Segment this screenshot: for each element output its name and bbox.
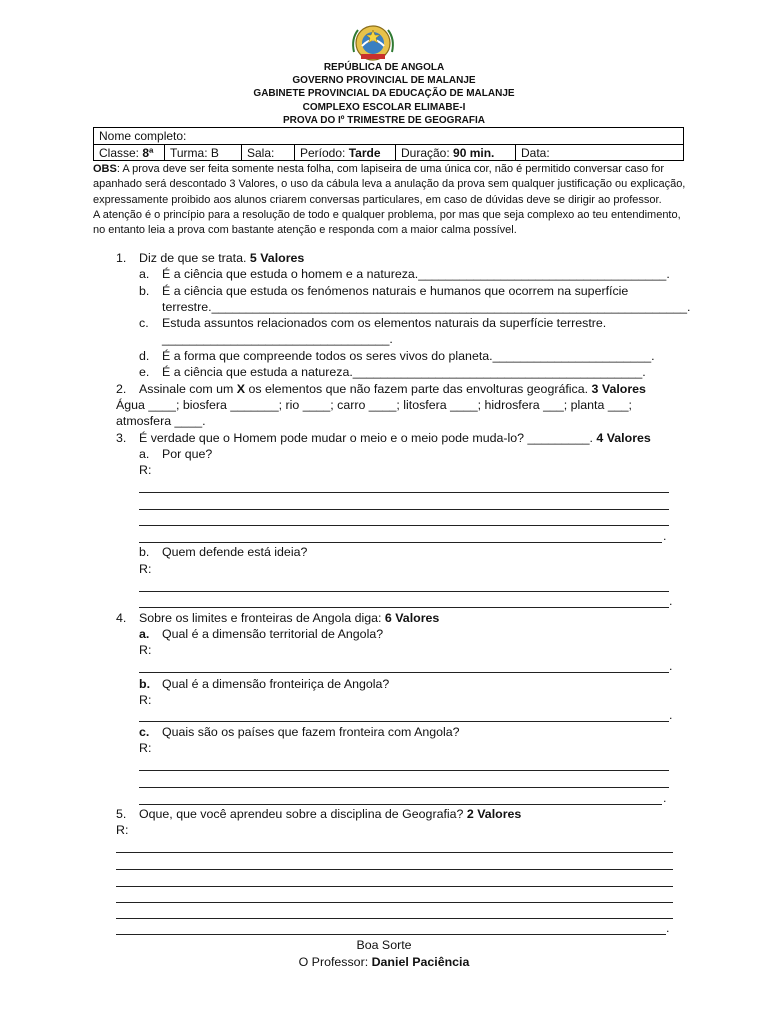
q1-text: Diz de que se trata. 5 Valores <box>139 251 305 265</box>
attention-paragraph: A atenção é o princípio para a resolução de todo e qualquer problema, por mas que seja complexo ao teu entendimento, no entanto leia a prova com bastante atenção e responda com a maior calma possível. <box>93 208 681 237</box>
q1a-label: a. <box>139 267 150 281</box>
answer-line[interactable] <box>139 492 669 493</box>
header-school: COMPLEXO ESCOLAR ELIMABE-I <box>302 101 466 113</box>
q5-number: 5. <box>116 807 127 821</box>
period-cell: Período: Tarde <box>295 145 396 161</box>
q1b-text: É a ciência que estuda os fenómenos naturais e humanos que ocorrem na superfície <box>162 284 629 298</box>
q4-number: 4. <box>116 611 127 625</box>
line-end-dot: . <box>663 791 667 805</box>
answer-line[interactable] <box>139 787 669 788</box>
q3-points: 4 Valores <box>596 431 651 445</box>
answer-line[interactable] <box>139 607 669 608</box>
answer-line[interactable] <box>139 525 669 526</box>
obs-paragraph: OBS: A prova deve ser feita somente nesta folha, com lapiseira de uma única cor, não é permitido conversar caso for apanhado será descontado 3 Valores, o uso da cábula leva a anulação da prova sem qualquer justificação ou explicação, expressamente proibido aos alunos criarem conversas particulares, em caso de dúvidas deve se dirigir ao professor. <box>93 163 686 206</box>
answer-line[interactable] <box>116 869 673 870</box>
q4-points: 6 Valores <box>384 611 440 625</box>
q2-number: 2. <box>116 382 127 396</box>
q4a-label: a. <box>139 627 150 641</box>
q1e-text[interactable]: É a ciência que estuda a natureza.__________________________________________. <box>162 365 646 379</box>
name-row <box>94 128 683 145</box>
q4b-r: R: <box>139 693 152 707</box>
q5-points: 2 Valores <box>466 807 522 821</box>
q1c-answer[interactable]: _________________________________. <box>162 332 393 346</box>
header-country: REPÚBLICA DE ANGOLA <box>323 62 445 73</box>
answer-line[interactable] <box>139 721 669 722</box>
q1c-text: Estuda assuntos relacionados com os elementos naturais da superfície terrestre. <box>162 316 607 330</box>
header-exam-title: PROVA DO Iº TRIMESTRE DE GEOGRAFIA <box>283 114 485 126</box>
name-field[interactable]: Nome completo: <box>99 129 187 143</box>
q4c-r: R: <box>139 741 152 755</box>
q4b-text: Qual é a dimensão fronteiriça de Angola? <box>162 677 390 691</box>
q1b-label: b. <box>139 284 150 298</box>
q4c-text: Quais são os países que fazem fronteira com Angola? <box>162 725 460 739</box>
q1b-answer[interactable]: terrestre._____________________________________________________________________. <box>162 300 691 314</box>
q4a-r: R: <box>139 643 152 657</box>
q2-points: 3 Valores <box>591 382 646 396</box>
line-end-dot: . <box>663 529 667 543</box>
answer-line[interactable] <box>139 509 669 510</box>
header-cabinet: GABINETE PROVINCIAL DA EDUCAÇÃO DE MALANJE <box>253 88 515 100</box>
q1d-text[interactable]: É a forma que compreende todos os seres vivos do planeta._______________________. <box>162 349 655 363</box>
answer-line[interactable] <box>139 672 669 673</box>
q5-r: R: <box>116 823 129 837</box>
class-value: 8ª <box>142 146 154 160</box>
instructions <box>93 162 693 238</box>
angola-coat-of-arms-icon <box>348 24 398 62</box>
answer-line[interactable] <box>116 852 673 853</box>
q5-text: Oque, que você aprendeu sobre a disciplina de Geografia? 2 Valores <box>139 807 522 821</box>
q2-options[interactable]: Água ____; biosfera _______; rio ____; carro ____; litosfera ____; hidrosfera ___; planta ___; <box>116 398 632 412</box>
line-end-dot: . <box>669 708 673 722</box>
header-government: GOVERNO PROVINCIAL DE MALANJE <box>292 75 476 87</box>
q1a-text[interactable]: É a ciência que estuda o homem e a natureza.____________________________________. <box>162 267 670 281</box>
answer-line[interactable] <box>116 886 673 887</box>
q4b-label: b. <box>139 677 151 691</box>
q4-text: Sobre os limites e fronteiras de Angola diga: 6 Valores <box>139 611 440 625</box>
class-cell: Classe: 8ª <box>94 145 165 161</box>
period-value: Tarde <box>348 146 381 160</box>
teacher-signature: O Professor: Daniel Paciência <box>298 955 470 969</box>
q3b-label: b. <box>139 545 150 559</box>
obs-label: OBS <box>93 163 117 175</box>
student-info-table <box>93 127 684 161</box>
q2-options-cont[interactable]: atmosfera ____. <box>116 414 206 428</box>
answer-line[interactable] <box>139 591 669 592</box>
q1-points: 5 Valores <box>249 251 305 265</box>
duration-cell: Duração: 90 min. <box>396 145 516 161</box>
answer-line[interactable] <box>139 804 662 805</box>
q3b-text: Quem defende está ideia? <box>162 545 308 559</box>
q2-text: Assinale com um X os elementos que não fazem parte das envolturas geográfica. 3 Valores <box>139 382 646 396</box>
q1d-label: d. <box>139 349 150 363</box>
q3a-label: a. <box>139 447 150 461</box>
answer-line[interactable] <box>116 902 673 903</box>
answer-line[interactable] <box>139 770 669 771</box>
turma-cell: Turma: B <box>165 145 242 161</box>
q1-number: 1. <box>116 251 127 265</box>
document-header <box>0 61 768 127</box>
q1e-label: e. <box>139 365 150 379</box>
answer-line[interactable] <box>139 542 662 543</box>
answer-line[interactable] <box>116 918 673 919</box>
q3-number: 3. <box>116 431 127 445</box>
sala-cell[interactable]: Sala: <box>242 145 295 161</box>
line-end-dot: . <box>669 659 673 673</box>
q4c-label: c. <box>139 725 150 739</box>
q3b-r: R: <box>139 562 152 576</box>
info-row <box>94 145 683 161</box>
line-end-dot: . <box>666 921 670 935</box>
good-luck: Boa Sorte <box>356 938 412 952</box>
q3-text: É verdade que o Homem pode mudar o meio e o meio pode muda-lo? _________. 4 Valores <box>139 431 651 445</box>
date-cell[interactable]: Data: <box>521 146 550 160</box>
q3a-text: Por que? <box>162 447 213 461</box>
q4a-text: Qual é a dimensão territorial de Angola? <box>162 627 384 641</box>
duration-value: 90 min. <box>453 146 495 160</box>
teacher-name: Daniel Paciência <box>371 955 470 969</box>
q3a-r: R: <box>139 463 152 477</box>
answer-line[interactable] <box>116 934 666 935</box>
line-end-dot: . <box>669 594 673 608</box>
q1c-label: c. <box>139 316 149 330</box>
